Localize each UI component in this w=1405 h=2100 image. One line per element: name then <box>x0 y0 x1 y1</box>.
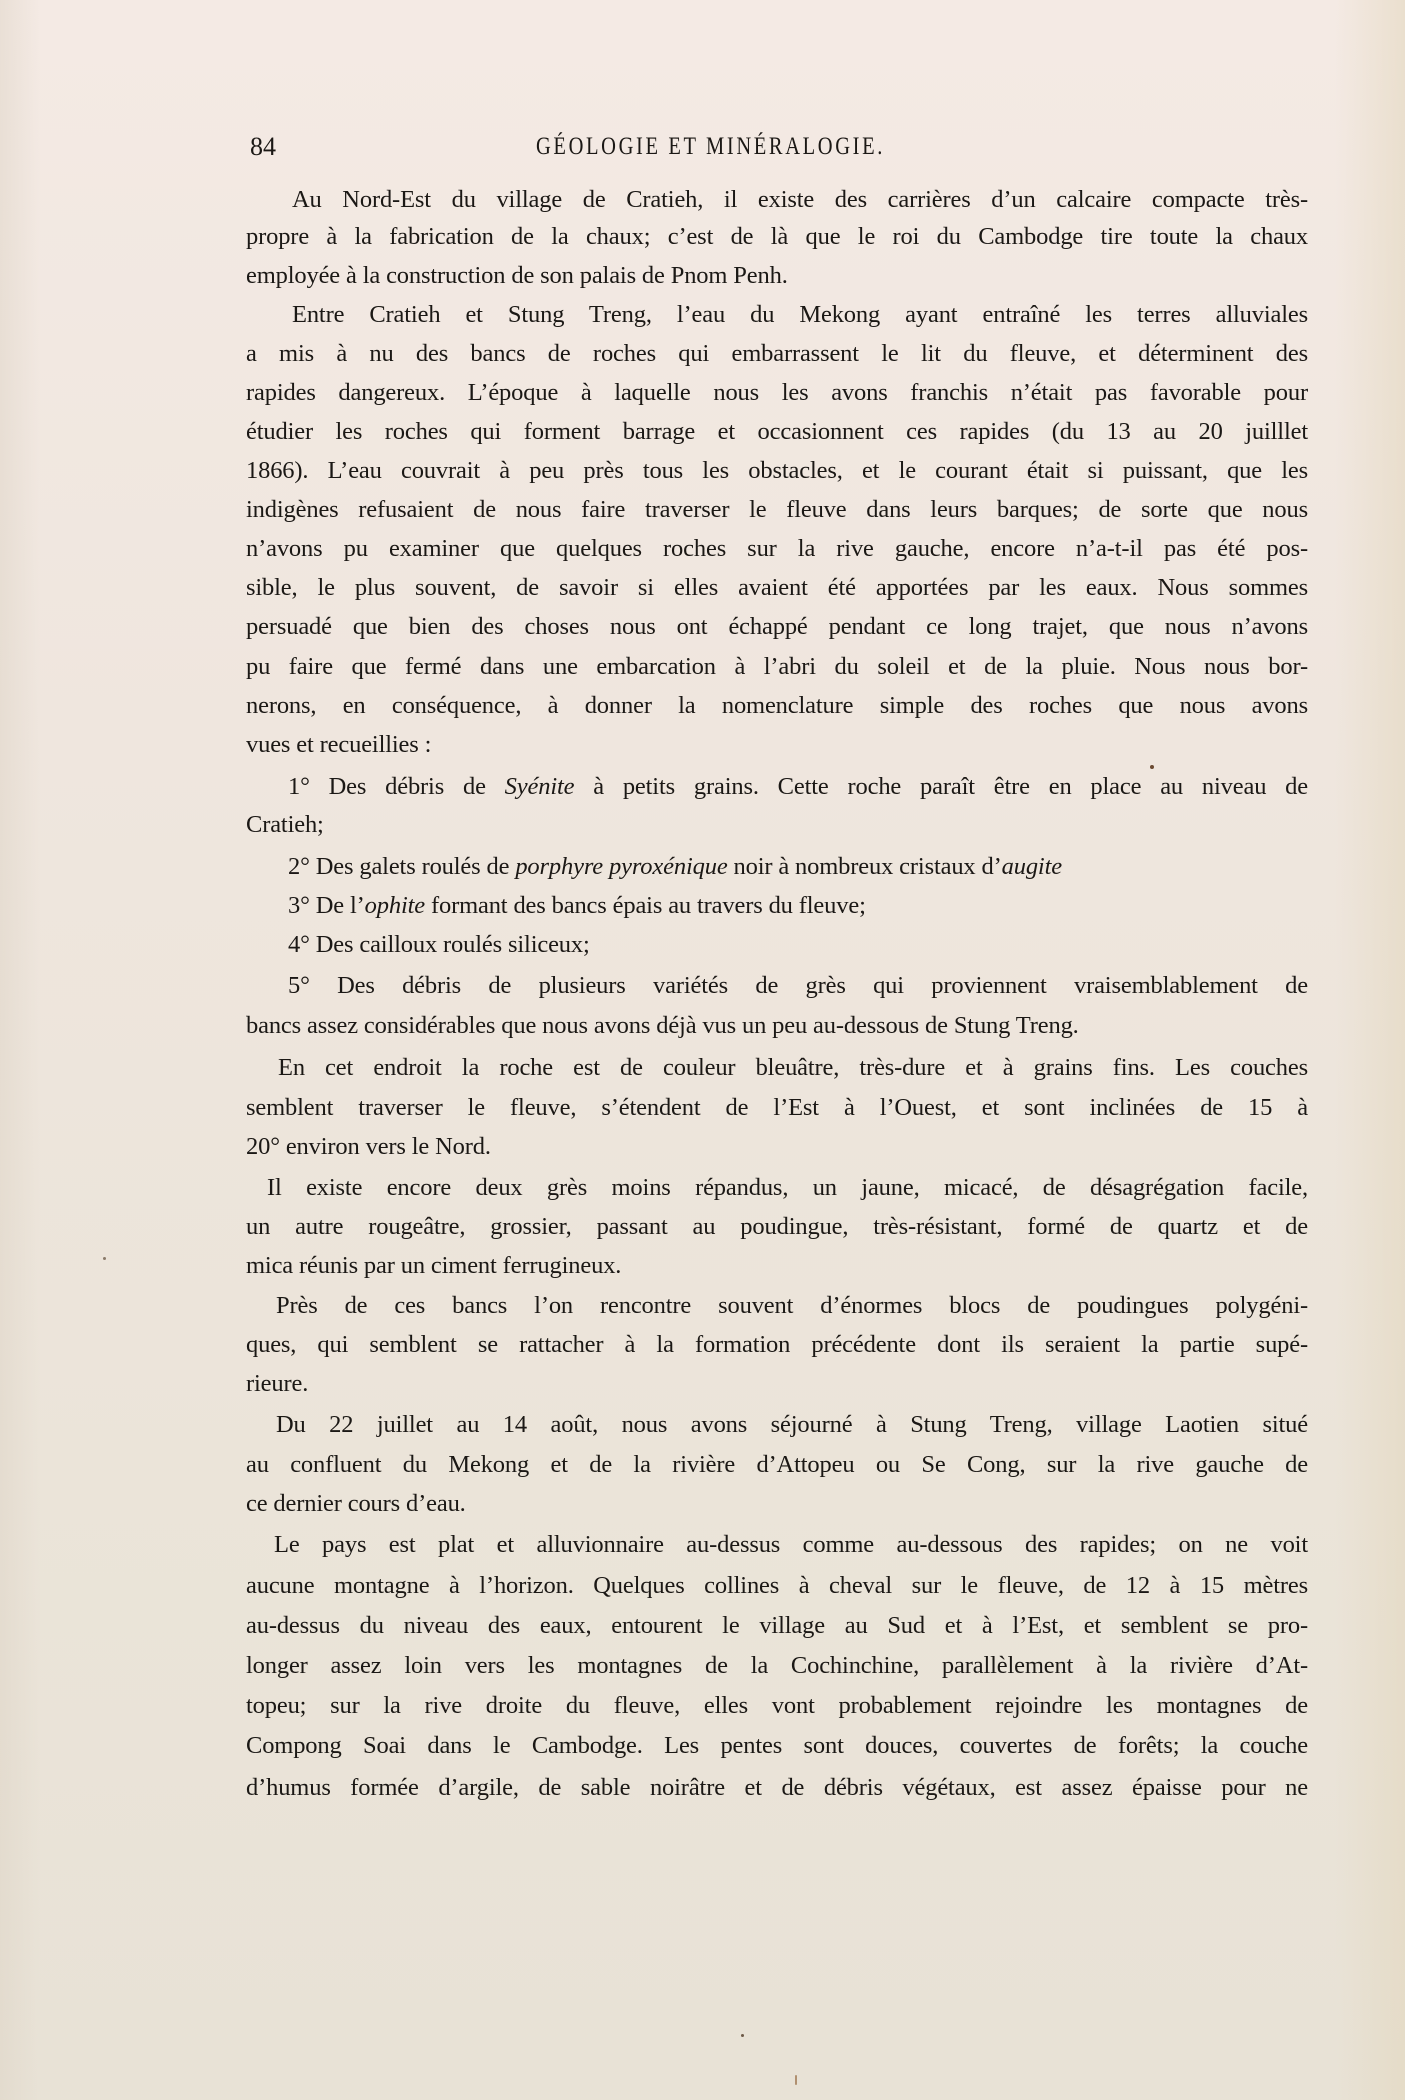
text-line: au confluent du Mekong et de la rivière d’Attopeu ou Se Cong, sur la rive gauche de <box>246 1451 1308 1478</box>
text-line: un autre rougeâtre, grossier, passant au poudingue, très-résistant, formé de quartz et de <box>246 1213 1308 1240</box>
text-line: rapides dangereux. L’époque à laquelle nous les avons franchis n’était pas favorable pour <box>246 379 1308 406</box>
text-line: 20° environ vers le Nord. <box>246 1133 491 1160</box>
text-line: topeu; sur la rive droite du fleuve, elles vont probablement rejoindre les montagnes de <box>246 1692 1308 1719</box>
italic-term: Syénite <box>504 773 575 800</box>
paper-shadow-right <box>1335 0 1405 2100</box>
text-line: bancs assez considérables que nous avons déjà vus un peu au-dessous de Stung Treng. <box>246 1012 1079 1039</box>
text-line: d’humus formée d’argile, de sable noirâtre et de débris végétaux, est assez épaisse pour ne <box>246 1774 1308 1801</box>
text-line: ques, qui semblent se rattacher à la formation précédente dont ils seraient la partie supé- <box>246 1331 1308 1358</box>
italic-term: porphyre pyroxénique <box>515 853 728 880</box>
text-line: n’avons pu examiner que quelques roches sur la rive gauche, encore n’a-t-il pas été pos- <box>246 535 1308 562</box>
text-run: 2° Des galets roulés de <box>288 853 516 880</box>
ink-speck <box>1150 765 1154 769</box>
text-line: indigènes refusaient de nous faire traverser le fleuve dans leurs barques; de sorte que nous <box>246 496 1308 523</box>
text-line: Cratieh; <box>246 811 324 838</box>
text-line: propre à la fabrication de la chaux; c’est de là que le roi du Cambodge tire toute la chaux <box>246 223 1308 250</box>
text-line: 1866). L’eau couvrait à peu près tous les obstacles, et le courant était si puissant, que les <box>246 457 1308 484</box>
text-line: vues et recueillies : <box>246 731 432 758</box>
text-line: 5° Des débris de plusieurs variétés de grès qui proviennent vraisemblablement de <box>288 972 1308 999</box>
text-line: ce dernier cours d’eau. <box>246 1490 466 1517</box>
chapter-title: GÉOLOGIE ET MINÉRALOGIE. <box>536 133 885 160</box>
text-line: Du 22 juillet au 14 août, nous avons séjourné à Stung Treng, village Laotien situé <box>276 1411 1308 1438</box>
text-line: sible, le plus souvent, de savoir si elles avaient été apportées par les eaux. Nous sommes <box>246 574 1308 601</box>
text-line <box>288 770 1308 804</box>
italic-term: ophite <box>364 892 425 919</box>
text-line: Près de ces bancs l’on rencontre souvent d’énormes blocs de poudingues polygéni- <box>276 1292 1308 1319</box>
text-line: 4° Des cailloux roulés siliceux; <box>288 931 590 958</box>
text-run: à petits grains. Cette roche paraît être en place au niveau de <box>574 773 1308 800</box>
text-run: noir à nombreux cristaux d’ <box>727 853 1002 880</box>
text-line: longer assez loin vers les montagnes de la Cochinchine, parallèlement à la rivière d’At- <box>246 1652 1308 1679</box>
text-line: Il existe encore deux grès moins répandus, un jaune, micacé, de désagrégation facile, <box>267 1174 1308 1201</box>
text-run: 3° De l’ <box>288 892 365 919</box>
text-line: étudier les roches qui forment barrage et occasionnent ces rapides (du 13 au 20 juilllet <box>246 418 1308 445</box>
italic-term: augite <box>1001 853 1062 880</box>
text-line: Au Nord-Est du village de Cratieh, il existe des carrières d’un calcaire compacte très- <box>292 186 1308 213</box>
text-line: au-dessus du niveau des eaux, entourent le village au Sud et à l’Est, et semblent se pro- <box>246 1612 1308 1639</box>
ink-speck <box>795 2075 797 2085</box>
text-line: employée à la construction de son palais de Pnom Penh. <box>246 262 788 289</box>
text-line <box>288 889 1308 923</box>
text-line: persuadé que bien des choses nous ont échappé pendant ce long trajet, que nous n’avons <box>246 613 1308 640</box>
running-head <box>246 130 1308 164</box>
text-line: aucune montagne à l’horizon. Quelques collines à cheval sur le fleuve, de 12 à 15 mètres <box>246 1572 1308 1599</box>
paper-shadow-left <box>0 0 40 2100</box>
text-run: 1° Des débris de <box>288 773 505 800</box>
text-line: pu faire que fermé dans une embarcation à l’abri du soleil et de la pluie. Nous nous bor- <box>246 653 1308 680</box>
text-line: a mis à nu des bancs de roches qui embarrassent le lit du fleuve, et déterminent des <box>246 340 1308 367</box>
text-line: mica réunis par un ciment ferrugineux. <box>246 1252 622 1279</box>
text-line <box>288 850 1308 884</box>
text-line: En cet endroit la roche est de couleur bleuâtre, très-dure et à grains fins. Les couches <box>278 1054 1308 1081</box>
text-line: Compong Soai dans le Cambodge. Les pentes sont douces, couvertes de forêts; la couche <box>246 1732 1308 1759</box>
text-line: Le pays est plat et alluvionnaire au-dessus comme au-dessous des rapides; on ne voit <box>274 1531 1308 1558</box>
ink-speck <box>741 2034 744 2037</box>
page-number: 84 <box>250 132 276 161</box>
text-line: rieure. <box>246 1370 309 1397</box>
text-run: formant des bancs épais au travers du fleuve; <box>424 892 866 919</box>
ink-speck <box>103 1257 106 1260</box>
text-line: semblent traverser le fleuve, s’étendent de l’Est à l’Ouest, et sont inclinées de 15 à <box>246 1094 1308 1121</box>
text-line: Entre Cratieh et Stung Treng, l’eau du Mekong ayant entraîné les terres alluviales <box>292 301 1308 328</box>
text-line: nerons, en conséquence, à donner la nomenclature simple des roches que nous avons <box>246 692 1308 719</box>
